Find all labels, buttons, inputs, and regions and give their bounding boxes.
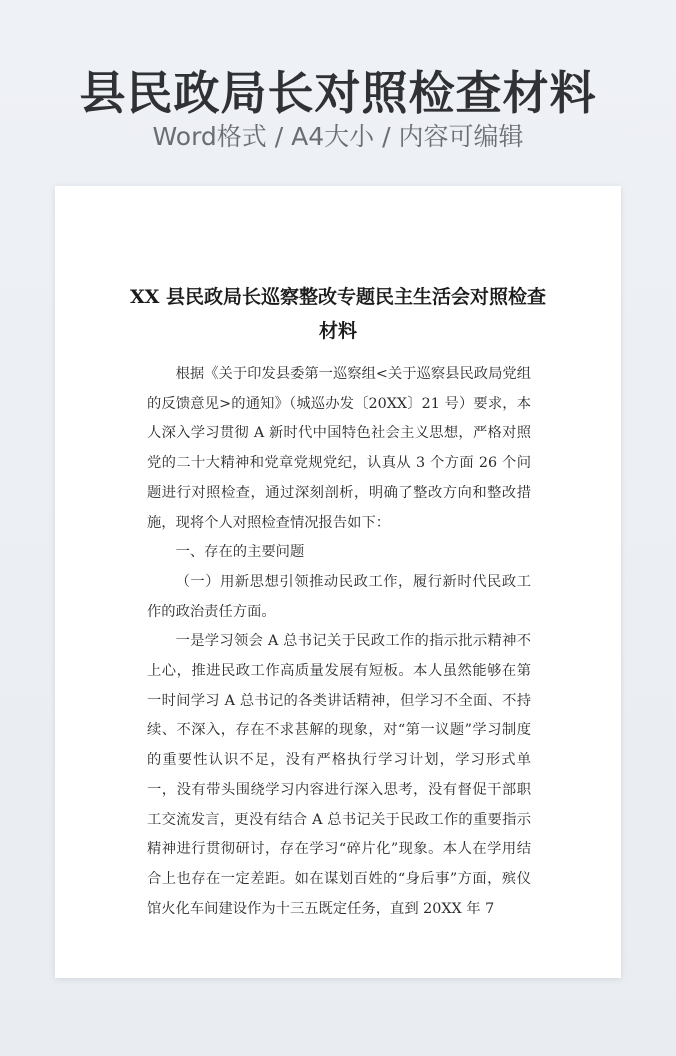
document-title: XX 县民政局长巡察整改专题民主生活会对照检查材料	[129, 286, 547, 342]
banner-subtitle: Word格式 / A4大小 / 内容可编辑	[152, 122, 524, 151]
paragraph-intro: 根据《关于印发县委第一巡察组<关于巡察县民政局党组的反馈意见>的通知》（城巡办发〔20XX〕21 号）要求，本人深入学习贯彻 A 新时代中国特色社会主义思想，严格对照党的二十大精神和党章党规党纪，认真从 3 个方面 26 个问题进行对照检查，通过深刻剖析，明确了整改方向和整改措施，现将个人对照检查情况报告如下：	[147, 366, 531, 531]
section-heading: 一、存在的主要问题	[175, 544, 305, 561]
document-body	[147, 360, 531, 924]
document-page	[55, 186, 621, 978]
banner-title: 县民政局长对照检查材料	[79, 66, 597, 120]
paragraph-point-one: 一是学习领会 A 总书记关于民政工作的指示批示精神不上心，推进民政工作高质量发展有短板。本人虽然能够在第一时间学习 A 总书记的各类讲话精神，但学习不全面、不持续、不深入，存在不求甚解的现象，对“第一议题”学习制度的重要性认识不足，没有严格执行学习计划，学习形式单一，没有带头围绕学习内容进行深入思考，没有督促干部职工交流发言，更没有结合 A 总书记关于民政工作的重要指示精神进行贯彻研讨，存在学习“碎片化”现象。本人在学用结合上也存在一定差距。如在谋划百姓的“身后事”方面，殡仪馆火化车间建设作为十三五既定任务，直到 20XX 年 7	[147, 633, 531, 917]
subsection-heading: （一）用新思想引领推动民政工作，履行新时代民政工作的政治责任方面。	[147, 573, 531, 620]
